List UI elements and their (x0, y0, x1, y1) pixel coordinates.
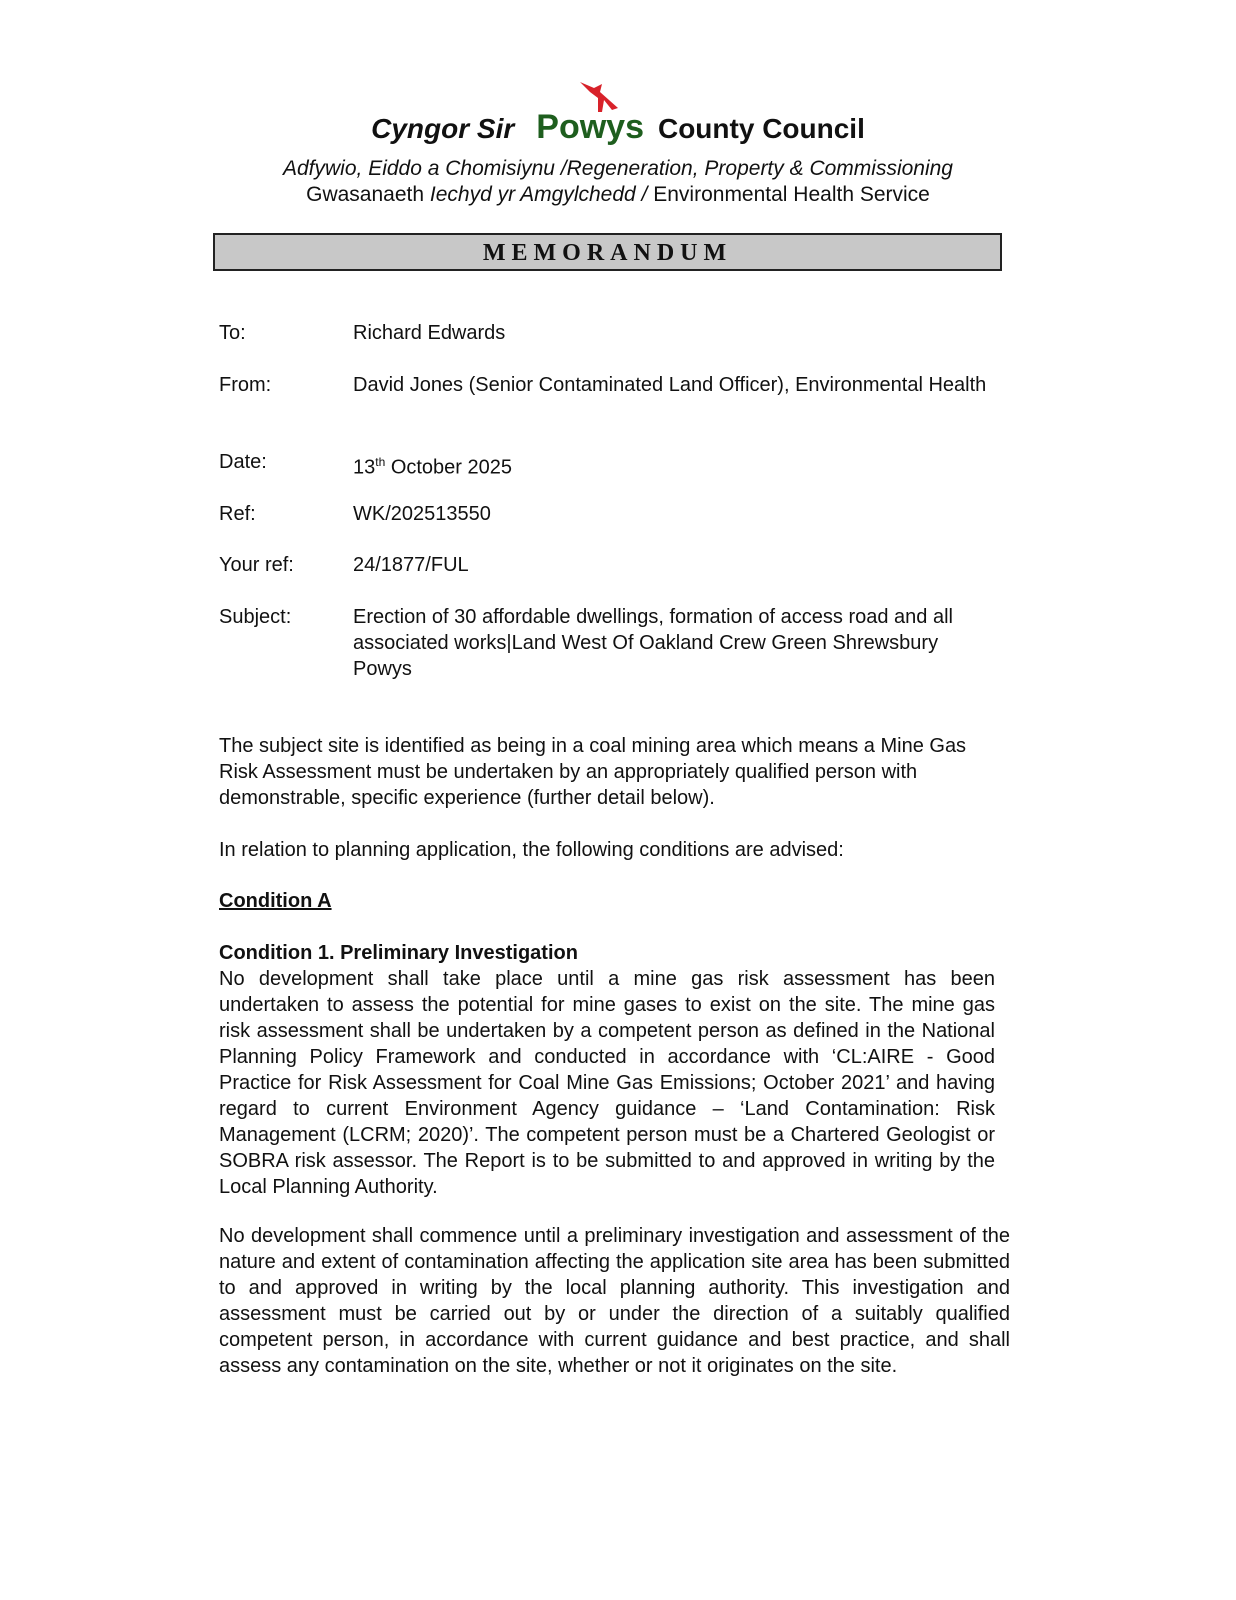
powys-logo-text: Powys (536, 108, 644, 146)
ref-label: Ref: (219, 503, 256, 525)
cyngor-sir: Cyngor Sir (371, 113, 515, 144)
date-label: Date: (219, 451, 267, 473)
intro-paragraph: The subject site is identified as being in a coal mining area which means a Mine Gas Risk Assessment must be undertaken by an appropriately qualified person with demonstrable, specific experience (further detail below). (219, 735, 967, 809)
your-ref-label: Your ref: (219, 554, 294, 576)
your-ref-value: 24/1877/FUL (353, 554, 469, 576)
conditions-intro: In relation to planning application, the following conditions are advised: (219, 839, 844, 861)
to-value: Richard Edwards (353, 322, 506, 344)
subject-label: Subject: (219, 606, 292, 628)
service-welsh-b: Iechyd yr Amgylchedd / (429, 183, 648, 206)
dept-welsh: Adfywio, Eiddo a Chomisiynu / (283, 157, 567, 180)
to-label: To: (219, 322, 246, 344)
memorandum-banner: MEMORANDUM (213, 233, 1002, 271)
service-welsh-a: Gwasanaeth (306, 183, 425, 206)
date-rest: October 2025 (385, 456, 513, 479)
date-value (353, 449, 1013, 481)
date-suffix: th (375, 455, 386, 469)
condition-a-heading: Condition A (219, 890, 332, 912)
council-title (0, 108, 1236, 147)
condition-1-paragraph: No development shall take place until a mine gas risk assessment has been undertaken to assess the potential for mine gases to exist on the site. The mine gas risk assessment shall be undertaken by a competent person as defined in the National Planning Policy Framework and conducted in accordance with ‘CL:AIRE - Good Practice for Risk Assessment for Coal Mine Gas Emissions; October 2021’ and having regard to current Environment Agency guidance – ‘Land Contamination: Risk Management (LCRM; 2020)’. The competent person must be a Chartered Geologist or SOBRA risk assessor. The Report is to be submitted to and approved in writing by the Local Planning Authority. (219, 968, 995, 1198)
county-council: County Council (657, 113, 865, 144)
ref-value: WK/202513550 (353, 503, 491, 525)
service-english: Environmental Health Service (653, 183, 930, 206)
from-value: David Jones (Senior Contaminated Land Officer), Environmental Health (353, 374, 987, 396)
department-line (0, 157, 1236, 181)
from-label: From: (219, 374, 272, 396)
dept-english: Regeneration, Property & Commissioning (566, 157, 953, 180)
condition-1-heading: Condition 1. Preliminary Investigation (219, 942, 578, 964)
service-line (0, 183, 1236, 207)
subject-value: Erection of 30 affordable dwellings, formation of access road and all associated works|Land West Of Oakland Crew Green Shrewsbury Powys (353, 606, 953, 680)
date-day: 13 (353, 456, 376, 479)
preliminary-investigation-paragraph: No development shall commence until a preliminary investigation and assessment of the nature and extent of contamination affecting the application site area has been submitted to and approved in writing by the local planning authority. This investigation and assessment must be carried out by or under the direction of a suitably qualified competent person, in accordance with current guidance and best practice, and shall assess any contamination on the site, whether or not it originates on the site. (219, 1225, 1010, 1377)
